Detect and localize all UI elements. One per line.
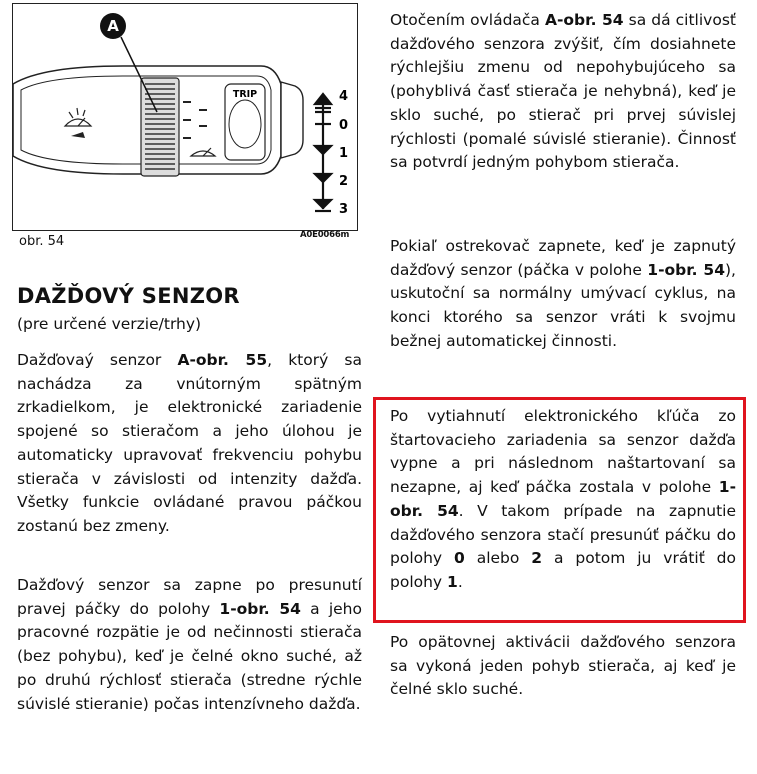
figure-caption: obr. 54 (19, 234, 65, 249)
section-title: DAŽĎOVÝ SENZOR (17, 284, 240, 308)
position-1: 1 (339, 146, 349, 161)
callout-a-label: A (107, 17, 119, 35)
position-4: 4 (339, 89, 349, 104)
position-2: 2 (339, 174, 349, 189)
section-subtitle: (pre určené verzie/trhy) (17, 315, 202, 333)
position-0: 0 (339, 118, 349, 133)
right-paragraph-2: Pokiaľ ostrekovač zapnete, keď je zapnutý dažďový senzor (páčka v polohe 1-obr. 54), uskutoční sa normálny umývací cyklus, na konci ktorého sa senzor vráti k svojmu bežnej automatickej činnosti. (390, 237, 736, 350)
position-3: 3 (339, 202, 349, 217)
right-paragraph-1: Otočením ovládača A-obr. 54 sa dá citlivosť dažďového senzora zvýšiť, čím dosiahnete rýchlejšiu zmenu od nepohybujúceho sa (pohyblivá časť stierača je nehybná), keď je sklo suché, po stierač pri prvej súvislej rýchlosti (pomalé súvislé stieranie). Činnosť sa potvrdí jedným pohybom stierača. (390, 11, 736, 172)
trip-label: TRIP (232, 89, 258, 100)
right-paragraph-3-highlighted: Po vytiahnutí elektronického kľúča zo štartovacieho zariadenia sa senzor dažďa vypne a pri následnom naštartovaní sa nezapne, aj keď páčka zostala v polohe 1-obr. 54. V takom prípade na zapnutie dažďového senzora stačí presunúť páčku do polohy 0 alebo 2 a potom ju vrátiť do polohy 1. (390, 407, 736, 591)
figure-54 (12, 3, 358, 231)
left-paragraph-2: Dažďový senzor sa zapne po presunutí pravej páčky do polohy 1-obr. 54 a jeho pracovné rozpätie je od nečinnosti stierača (bez pohybu), keď je čelné okno suché, až po druhú rýchlosť stierača (stredne rýchle súvislé stieranie) počas intenzívneho dažďa. (17, 576, 362, 713)
left-paragraph-1: Dažďovaý senzor A-obr. 55, ktorý sa nachádza za vnútorným spätným zrkadielkom, je elektronické zariadenie spojené so stieračom a jeho úlohou je automaticky upravovať frekvenciu pohybu stierača v závislosti od intenzity dažďa. Všetky funkcie ovládané pravou páčkou zostanú bez zmeny. (17, 351, 363, 535)
wiper-stalk-illustration (13, 4, 358, 231)
right-paragraph-4: Po opätovnej aktivácii dažďového senzora sa vykoná jeden pohyb stierača, aj keď je čelné sklo suché. (390, 633, 736, 699)
figure-code: A0E0066m (300, 230, 350, 240)
